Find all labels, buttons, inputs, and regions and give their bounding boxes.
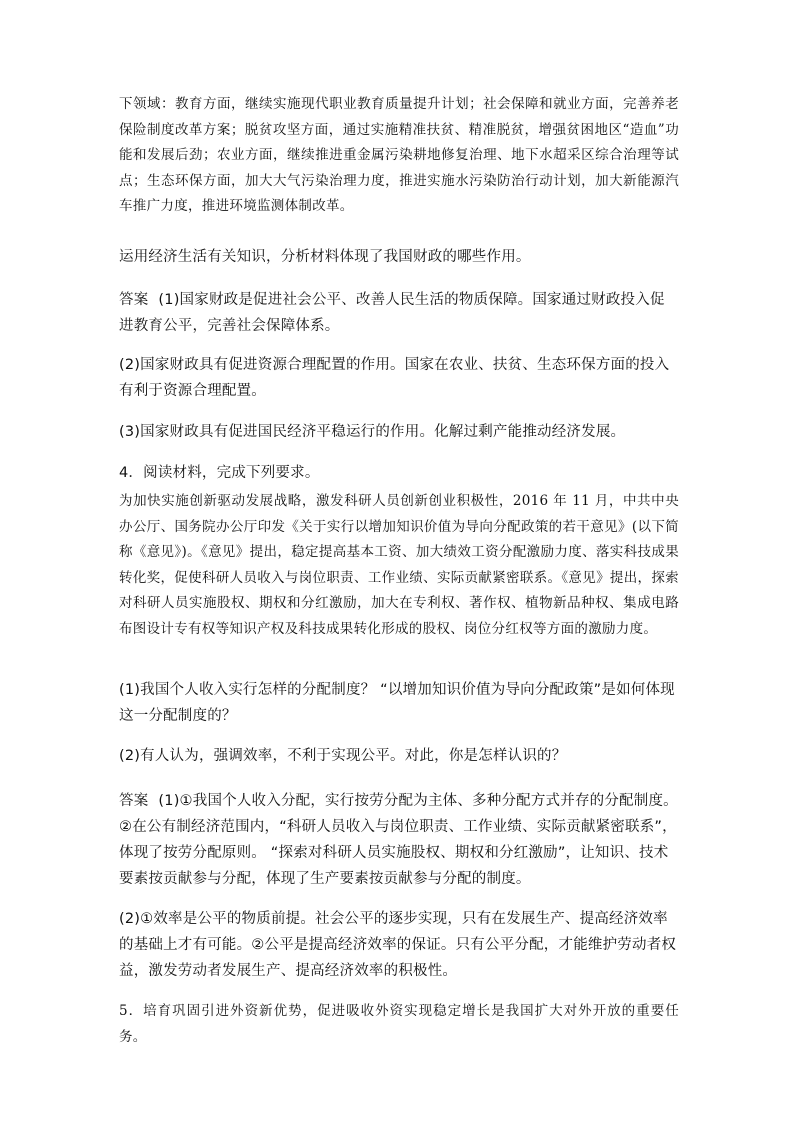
item-4-question-2: (2)有人认为，强调效率，不利于实现公平。对此，你是怎样认识的？ [119,748,567,764]
item-4-material: 为加快实施创新驱动发展战略，激发科研人员创新创业积极性，2016 年 11 月，中共中央办公厅、国务院办公厅印发《关于实行以增加知识价值为导向分配政策的若干意见》(以下简称《意见》)。《意见》提出，稳定提高基本工资、加大绩效工资分配激励力度、落实科技成果转化奖，促使科研人员收入与岗位职责、工作业绩、实际贡献紧密联系。《意见》提出，探索对科研人员实施股权、期权和分红激励，加大在专利权、著作权、植物新品种权、集成电路布图设计专有权等知识产权及科技成果转化形成的股权、岗位分红权等方面的激励力度。 [119,493,679,637]
answer-3-part-1 [119,287,679,339]
item-4-answer-2: (2)①效率是公平的物质前提。社会公平的逐步实现，只有在发展生产、提高经济效率的基础上才有可能。②公平是提高经济效率的保证。只有公平分配，才能维护劳动者权益，激发劳动者发展生产、提高经济效率的积极性。 [119,911,677,979]
answer-label: 答案 [119,292,149,308]
answer-3-part-3: (3)国家财政具有促进国民经济平稳运行的作用。化解过剩产能推动经济发展。 [119,424,626,440]
answer-3-p1-text: (1)国家财政是促进社会公平、改善人民生活的物质保障。国家通过财政投入促进教育公平，完善社会保障体系。 [119,292,665,334]
answer-3-part-2: (2)国家财政具有促进资源合理配置的作用。国家在农业、扶贫、生态环保方面的投入有利于资源合理配置。 [119,357,670,399]
item-4-heading: 4．阅读材料，完成下列要求。 [119,465,320,481]
item-4-question-1: (1)我国个人收入实行怎样的分配制度？ “以增加知识价值为导向分配政策”是如何体现这一分配制度的？ [119,682,675,724]
item-5-heading: 5．培育巩固引进外资新优势，促进吸收外资实现稳定增长是我国扩大对外开放的重要任务。 [119,1003,679,1045]
material-3-tail: 下领域：教育方面，继续实施现代职业教育质量提升计划；社会保障和就业方面，完善养老保险制度改革方案；脱贫攻坚方面，通过实施精准扶贫、精准脱贫，增强贫困地区“造血”功能和发展后劲；农业方面，继续推进重金属污染耕地修复治理、地下水超采区综合治理等试点；生态环保方面，加大大气污染治理力度，推进实施水污染防治行动计划，加大新能源汽车推广力度，推进环境监测体制改革。 [119,96,679,214]
question-3: 运用经济生活有关知识，分析材料体现了我国财政的哪些作用。 [119,249,531,265]
answer-label: 答案 [119,793,149,809]
item-4-answer-1 [119,788,679,892]
item-4-answer-1-text: (1)①我国个人收入分配，实行按劳分配为主体、多种分配方式并存的分配制度。②在公有制经济范围内，“科研人员收入与岗位职责、工作业绩、实际贡献紧密联系”，体现了按劳分配原则。 “探索对科研人员实施股权、期权和分红激励”，让知识、技术要素按贡献参与分配，体现了生产要素按贡献参与分配的制度。 [119,793,678,887]
